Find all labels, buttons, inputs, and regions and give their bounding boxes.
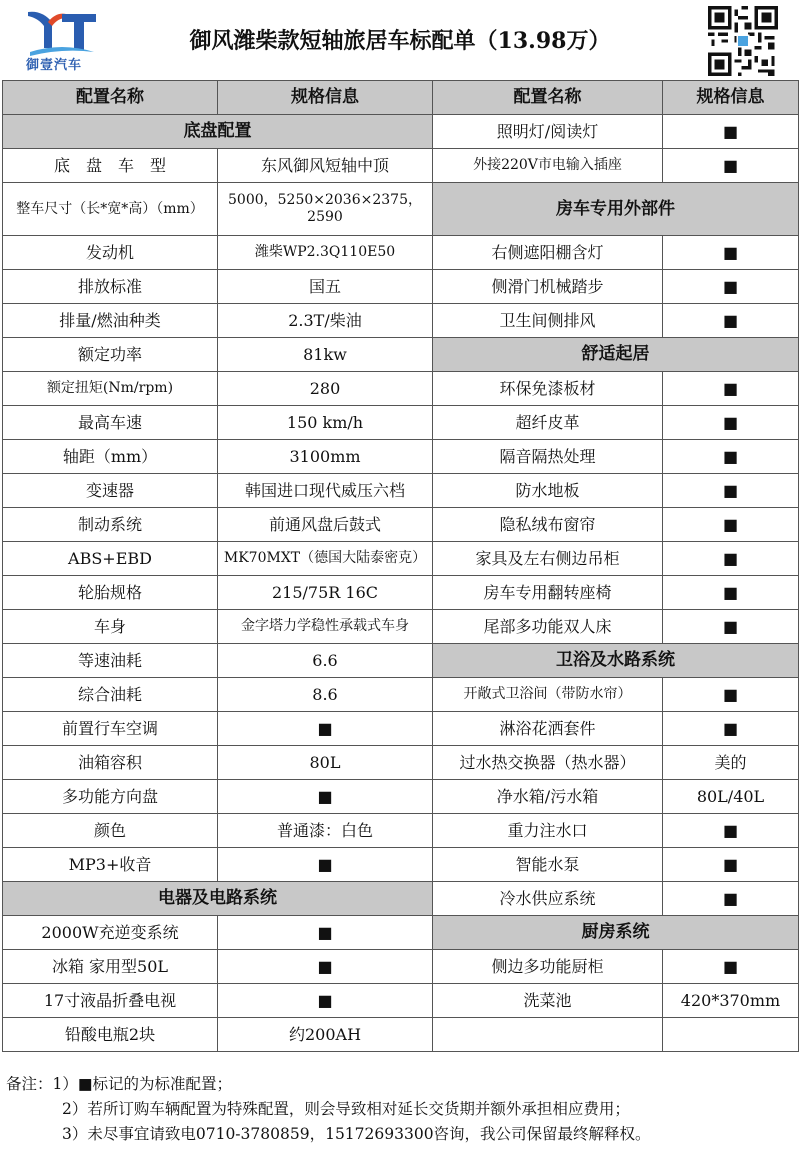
config-name: 制动系统 bbox=[3, 508, 218, 542]
spec-value: 420*370mm bbox=[663, 984, 799, 1018]
config-name: 油箱容积 bbox=[3, 746, 218, 780]
spec-value: 6.6 bbox=[218, 644, 433, 678]
spec-value: 约200AH bbox=[218, 1018, 433, 1052]
config-name: 右侧遮阳棚含灯 bbox=[433, 236, 663, 270]
spec-value: ■ bbox=[663, 882, 799, 916]
config-name: 外接220V市电输入插座 bbox=[433, 149, 663, 183]
config-name: 隐私绒布窗帘 bbox=[433, 508, 663, 542]
spec-value: ■ bbox=[663, 406, 799, 440]
config-name: 多功能方向盘 bbox=[3, 780, 218, 814]
config-name: 淋浴花洒套件 bbox=[433, 712, 663, 746]
table-row bbox=[3, 183, 799, 236]
table-row bbox=[3, 780, 799, 814]
config-name: 额定扭矩(Nm/rpm) bbox=[3, 372, 218, 406]
spec-value: 潍柴WP2.3Q110E50 bbox=[218, 236, 433, 270]
column-header: 规格信息 bbox=[663, 81, 799, 115]
table-row bbox=[3, 916, 799, 950]
config-name: 整车尺寸（长*宽*高）（mm） bbox=[3, 183, 218, 236]
spec-value: ■ bbox=[218, 916, 433, 950]
config-name: 净水箱/污水箱 bbox=[433, 780, 663, 814]
config-name bbox=[433, 1018, 663, 1052]
page-title: 御风潍柴款短轴旅居车标配单（13.98万） bbox=[189, 28, 611, 54]
section-title: 底盘配置 bbox=[3, 115, 433, 149]
spec-value: ■ bbox=[218, 712, 433, 746]
config-name: 过水热交换器（热水器） bbox=[433, 746, 663, 780]
table-row bbox=[3, 338, 799, 372]
config-name: 冰箱 家用型50L bbox=[3, 950, 218, 984]
config-name: 重力注水口 bbox=[433, 814, 663, 848]
table-row bbox=[3, 508, 799, 542]
spec-value: ■ bbox=[663, 372, 799, 406]
config-name: 智能水泵 bbox=[433, 848, 663, 882]
notes bbox=[6, 1072, 796, 1147]
spec-value: ■ bbox=[663, 440, 799, 474]
table-row bbox=[3, 984, 799, 1018]
config-name: 尾部多功能双人床 bbox=[433, 610, 663, 644]
spec-value: ■ bbox=[663, 610, 799, 644]
config-name: 侧边多功能厨柜 bbox=[433, 950, 663, 984]
table-row bbox=[3, 644, 799, 678]
table-row bbox=[3, 115, 799, 149]
config-name: 洗菜池 bbox=[433, 984, 663, 1018]
spec-value: ■ bbox=[663, 115, 799, 149]
spec-value: 150 km/h bbox=[218, 406, 433, 440]
table-row bbox=[3, 950, 799, 984]
config-name: 家具及左右侧边吊柜 bbox=[433, 542, 663, 576]
table-header-row bbox=[3, 81, 799, 115]
table-row bbox=[3, 712, 799, 746]
spec-value: 韩国进口现代威压六档 bbox=[218, 474, 433, 508]
section-title: 卫浴及水路系统 bbox=[433, 644, 799, 678]
note-line-3: 3）未尽事宜请致电0710-3780859，15172693300咨询，我公司保留最终解释权。 bbox=[62, 1125, 651, 1143]
config-name: 侧滑门机械踏步 bbox=[433, 270, 663, 304]
config-name: 排放标准 bbox=[3, 270, 218, 304]
spec-value: 80L bbox=[218, 746, 433, 780]
config-name: 卫生间侧排风 bbox=[433, 304, 663, 338]
config-name: 隔音隔热处理 bbox=[433, 440, 663, 474]
spec-value bbox=[663, 1018, 799, 1052]
spec-value: ■ bbox=[218, 950, 433, 984]
spec-value: ■ bbox=[663, 950, 799, 984]
table-row bbox=[3, 814, 799, 848]
spec-value: ■ bbox=[663, 814, 799, 848]
spec-value: 金字塔力学稳性承载式车身 bbox=[218, 610, 433, 644]
config-name: 2000W充逆变系统 bbox=[3, 916, 218, 950]
config-name: 铅酸电瓶2块 bbox=[3, 1018, 218, 1052]
spec-value: ■ bbox=[663, 304, 799, 338]
config-name: 颜色 bbox=[3, 814, 218, 848]
config-name: 综合油耗 bbox=[3, 678, 218, 712]
table-row bbox=[3, 678, 799, 712]
section-title: 电器及电路系统 bbox=[3, 882, 433, 916]
table-row bbox=[3, 270, 799, 304]
config-name: 车身 bbox=[3, 610, 218, 644]
spec-value: ■ bbox=[663, 236, 799, 270]
config-name: 环保免漆板材 bbox=[433, 372, 663, 406]
table-row bbox=[3, 474, 799, 508]
notes-label: 备注： bbox=[6, 1075, 53, 1093]
table-row bbox=[3, 848, 799, 882]
spec-value: 81kw bbox=[218, 338, 433, 372]
spec-value: 8.6 bbox=[218, 678, 433, 712]
spec-value: 国五 bbox=[218, 270, 433, 304]
spec-value: ■ bbox=[663, 474, 799, 508]
note-line-1: 备注：1）■标记的为标准配置； bbox=[6, 1075, 233, 1093]
config-name: 变速器 bbox=[3, 474, 218, 508]
spec-value: ■ bbox=[663, 270, 799, 304]
table-row bbox=[3, 746, 799, 780]
spec-value: 东风御风短轴中顶 bbox=[218, 149, 433, 183]
spec-value: ■ bbox=[663, 678, 799, 712]
spec-value: ■ bbox=[218, 780, 433, 814]
config-name: 发动机 bbox=[3, 236, 218, 270]
spec-value: 美的 bbox=[663, 746, 799, 780]
logo-text: 御壹汽车 bbox=[26, 58, 83, 73]
spec-table bbox=[2, 80, 799, 1052]
spec-value: ■ bbox=[218, 984, 433, 1018]
spec-value: 215/75R 16C bbox=[218, 576, 433, 610]
table-row bbox=[3, 576, 799, 610]
config-name: 轴距（mm） bbox=[3, 440, 218, 474]
config-name: 开敞式卫浴间（带防水帘） bbox=[433, 678, 663, 712]
table-row bbox=[3, 304, 799, 338]
config-name: 最高车速 bbox=[3, 406, 218, 440]
spec-value: ■ bbox=[663, 508, 799, 542]
note-line-2: 2）若所订购车辆配置为特殊配置，则会导致相对延长交货期并额外承担相应费用； bbox=[62, 1100, 630, 1118]
config-name: 冷水供应系统 bbox=[433, 882, 663, 916]
section-title: 舒适起居 bbox=[433, 338, 799, 372]
header bbox=[0, 0, 800, 80]
config-name: 17寸液晶折叠电视 bbox=[3, 984, 218, 1018]
table-row bbox=[3, 542, 799, 576]
config-name: 等速油耗 bbox=[3, 644, 218, 678]
spec-value: ■ bbox=[663, 848, 799, 882]
spec-value: ■ bbox=[218, 848, 433, 882]
table-row bbox=[3, 406, 799, 440]
spec-value: 80L/40L bbox=[663, 780, 799, 814]
table-row bbox=[3, 236, 799, 270]
spec-value: ■ bbox=[663, 576, 799, 610]
config-name: 房车专用翻转座椅 bbox=[433, 576, 663, 610]
table-row bbox=[3, 610, 799, 644]
config-name: 轮胎规格 bbox=[3, 576, 218, 610]
config-name: 前置行车空调 bbox=[3, 712, 218, 746]
spec-value: 280 bbox=[218, 372, 433, 406]
config-name: 底 盘 车 型 bbox=[3, 149, 218, 183]
config-name: 超纤皮革 bbox=[433, 406, 663, 440]
spec-value: 前通风盘后鼓式 bbox=[218, 508, 433, 542]
spec-value: ■ bbox=[663, 542, 799, 576]
config-name: ABS+EBD bbox=[3, 542, 218, 576]
spec-value: 3100mm bbox=[218, 440, 433, 474]
column-header: 配置名称 bbox=[3, 81, 218, 115]
spec-value: ■ bbox=[663, 712, 799, 746]
spec-value: 5000，5250×2036×2375，2590 bbox=[218, 183, 433, 236]
column-header: 配置名称 bbox=[433, 81, 663, 115]
table-row bbox=[3, 1018, 799, 1052]
config-name: 照明灯/阅读灯 bbox=[433, 115, 663, 149]
section-title: 房车专用外部件 bbox=[433, 183, 799, 236]
spec-value: 2.3T/柴油 bbox=[218, 304, 433, 338]
column-header: 规格信息 bbox=[218, 81, 433, 115]
table-row bbox=[3, 440, 799, 474]
config-name: 防水地板 bbox=[433, 474, 663, 508]
config-name: MP3+收音 bbox=[3, 848, 218, 882]
spec-table-body bbox=[3, 81, 799, 1052]
table-row bbox=[3, 149, 799, 183]
config-name: 排量/燃油种类 bbox=[3, 304, 218, 338]
section-title: 厨房系统 bbox=[433, 916, 799, 950]
spec-value: MK70MXT（德国大陆泰密克） bbox=[218, 542, 433, 576]
spec-value: 普通漆：白色 bbox=[218, 814, 433, 848]
qr-code bbox=[708, 6, 778, 76]
config-name: 额定功率 bbox=[3, 338, 218, 372]
table-row bbox=[3, 372, 799, 406]
spec-value: ■ bbox=[663, 149, 799, 183]
table-row bbox=[3, 882, 799, 916]
